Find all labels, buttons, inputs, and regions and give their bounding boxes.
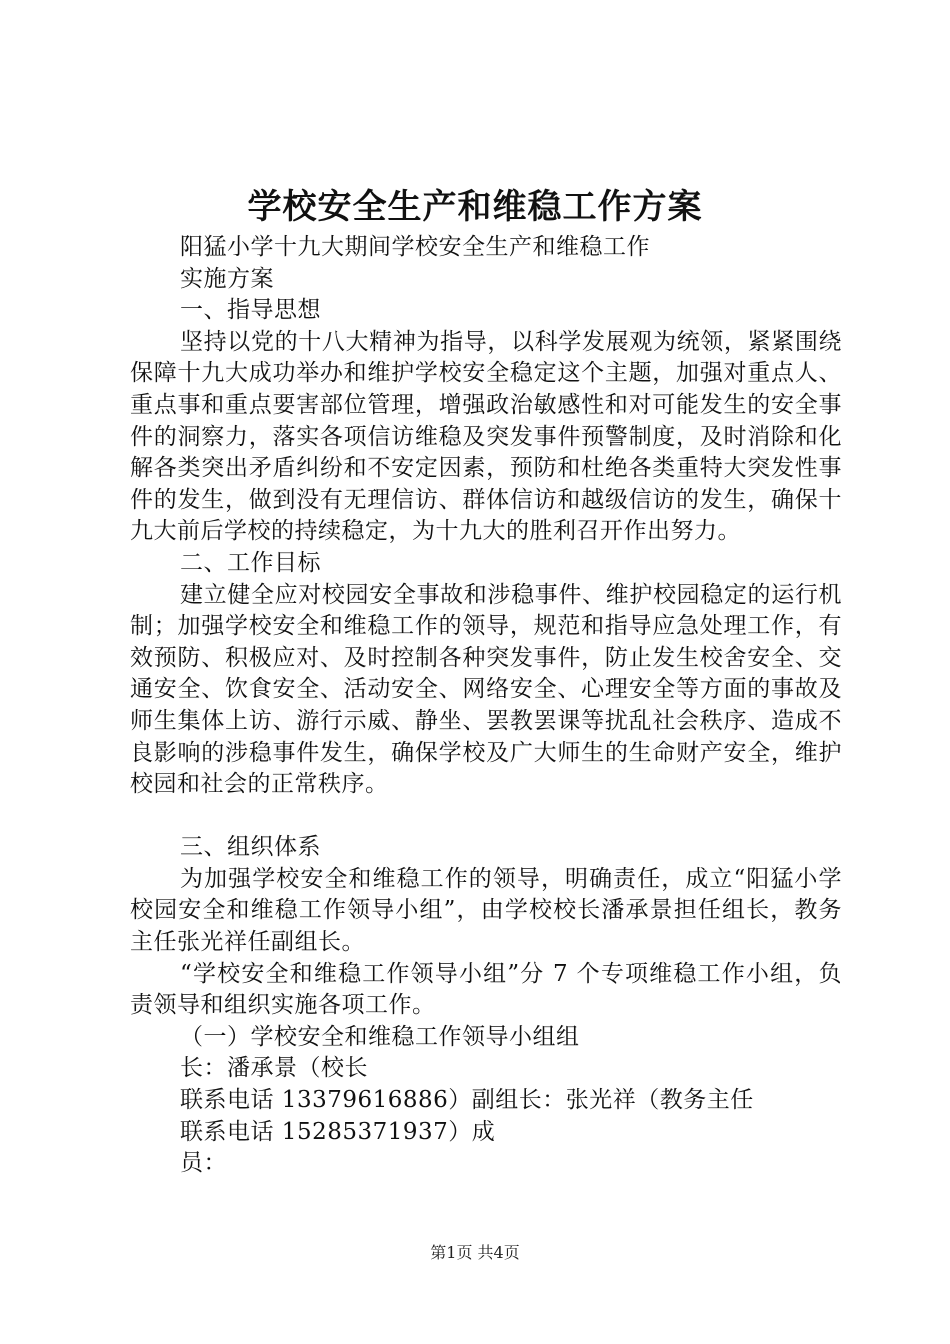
blank-line xyxy=(130,801,842,833)
section-3-paragraph-2: “学校安全和维稳工作领导小组”分 7 个专项维稳工作小组，负责领导和组织实施各项工作。 xyxy=(130,960,842,1019)
section-1-heading: 一、指导思想 xyxy=(180,297,321,324)
group-1-line-2: 长：潘承景（校长 xyxy=(180,1055,368,1082)
group-1-line-1: （一）学校安全和维稳工作领导小组组 xyxy=(180,1023,580,1050)
document-title: 学校安全生产和维稳工作方案 xyxy=(247,187,703,227)
group-1-line-3: 联系电话 13379616886）副组长：张光祥（教务主任 xyxy=(180,1087,754,1114)
section-3-heading: 三、组织体系 xyxy=(180,834,321,861)
subtitle-line-1: 阳猛小学十九大期间学校安全生产和维稳工作 xyxy=(180,234,650,260)
section-1-paragraph: 坚持以党的十八大精神为指导，以科学发展观为统领，紧紧围绕保障十九大成功举办和维护学校安全稳定这个主题，加强对重点人、重点事和重点要害部位管理，增强政治敏感性和对可能发生的安全事件的洞察力，落实各项信访维稳及突发事件预警制度，及时消除和化解各类突出矛盾纠纷和不安定因素，预防和杜绝各类重特大突发性事件的发生，做到没有无理信访、群体信访和越级信访的发生，确保十九大前后学校的持续稳定，为十九大的胜利召开作出努力。 xyxy=(130,328,842,545)
subtitle-line-2: 实施方案 xyxy=(180,265,274,292)
group-1-line-4: 联系电话 15285371937）成 xyxy=(180,1118,496,1145)
group-1-line-5: 员： xyxy=(180,1150,227,1177)
page-footer: 第1页 共4页 xyxy=(430,1243,520,1262)
section-2-paragraph: 建立健全应对校园安全事故和涉稳事件、维护校园稳定的运行机制；加强学校安全和维稳工作的领导，规范和指导应急处理工作，有效预防、积极应对、及时控制各种突发事件，防止发生校舍安全、交通安全、饮食安全、活动安全、网络安全、心理安全等方面的事故及师生集体上访、游行示威、静坐、罢教罢课等扰乱社会秩序、造成不良影响的涉稳事件发生，确保学校及广大师生的生命财产安全，维护校园和社会的正常秩序。 xyxy=(130,581,842,798)
section-2-heading: 二、工作目标 xyxy=(180,549,321,576)
section-3-paragraph-1: 为加强学校安全和维稳工作的领导，明确责任，成立“阳猛小学校园安全和维稳工作领导小组”，由学校校长潘承景担任组长，教务主任张光祥任副组长。 xyxy=(130,865,842,956)
document-body xyxy=(130,232,842,1180)
